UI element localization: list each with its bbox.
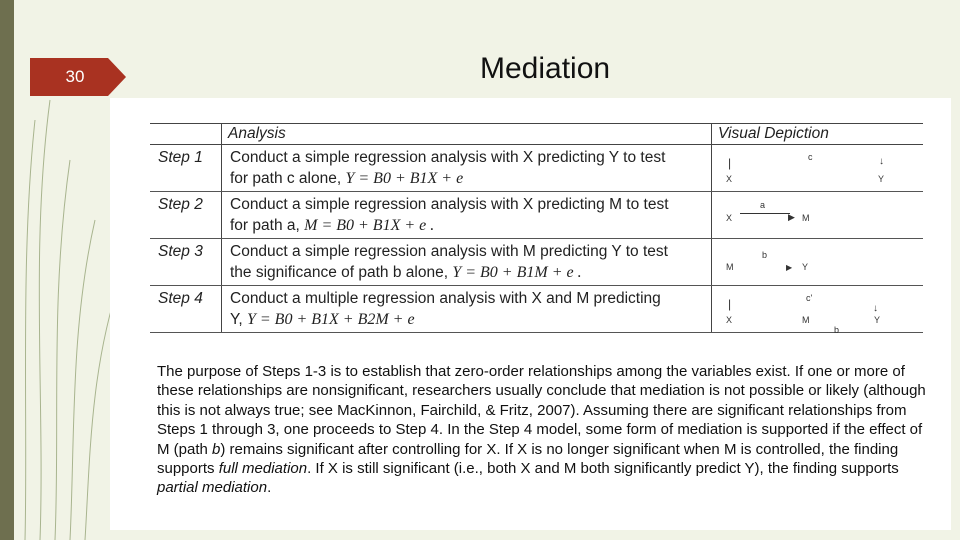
analysis-line2: for path a, — [230, 217, 300, 234]
mediation-steps-table — [150, 123, 923, 333]
node-y: Y — [874, 315, 881, 325]
path-diagram — [712, 239, 923, 283]
equation: Y = B0 + B1X + e — [345, 170, 464, 187]
para-text-4: . — [267, 479, 272, 497]
table-row — [150, 145, 923, 192]
para-full-mediation: full mediation — [218, 460, 308, 478]
path-diagram — [712, 192, 923, 236]
step-label: Step 2 — [150, 192, 222, 239]
analysis-cell — [222, 286, 712, 333]
path-diagram — [712, 286, 923, 335]
node-m: M — [726, 262, 734, 272]
slide-number: 30 — [65, 67, 85, 86]
arrow-down-icon: ↓ — [879, 156, 884, 167]
node-y: Y — [802, 262, 809, 272]
step-label: Step 4 — [150, 286, 222, 333]
para-text-3: . If X is still significant (i.e., both X and M both significantly predict Y), the finding supports — [307, 460, 899, 478]
path-label: c — [808, 152, 813, 162]
table-row — [150, 192, 923, 239]
node-m: M — [802, 315, 810, 325]
para-partial-mediation: partial mediation — [157, 479, 268, 497]
path-label: a — [760, 200, 766, 210]
node-x: X — [726, 213, 733, 223]
path2-label: b — [834, 325, 840, 335]
arrow-down-icon: ↓ — [873, 303, 878, 314]
node-x: X — [726, 174, 733, 184]
path-diagram — [712, 145, 923, 189]
analysis-line2: Y, — [230, 311, 243, 328]
content-panel — [110, 98, 951, 530]
tick-mark: | — [728, 156, 732, 170]
table-row — [150, 239, 923, 286]
equation: Y = B0 + B1X + B2M + e — [246, 311, 415, 328]
equation: M = B0 + B1X + e . — [304, 217, 435, 234]
arrow-right-icon: ▶ — [786, 263, 793, 272]
tick-mark: | — [728, 297, 732, 311]
analysis-cell — [222, 239, 712, 286]
table-header-row — [150, 124, 923, 145]
step-label: Step 3 — [150, 239, 222, 286]
analysis-line2: for path c alone, — [230, 170, 342, 187]
slide-number-badge — [30, 58, 128, 96]
analysis-line1: Conduct a simple regression analysis with X predicting Y to test — [230, 149, 666, 166]
visual-cell — [712, 286, 924, 333]
arrow-right-icon: ▶ — [788, 212, 795, 222]
table-row — [150, 286, 923, 333]
node-m: M — [802, 213, 810, 223]
para-text-2: ) remains significant after controlling for X. If X is no longer significant when M is controlled, the finding supports — [157, 440, 899, 478]
visual-cell — [712, 192, 924, 239]
path-label: b — [762, 250, 768, 260]
visual-cell — [712, 145, 924, 192]
analysis-line2: the significance of path b alone, — [230, 264, 449, 281]
analysis-cell — [222, 145, 712, 192]
arrow-line — [740, 213, 790, 214]
visual-cell — [712, 239, 924, 286]
explanation-paragraph — [157, 362, 927, 498]
para-path-b: b — [212, 440, 221, 458]
path-label: c' — [806, 293, 813, 303]
analysis-line1: Conduct a simple regression analysis with X predicting M to test — [230, 196, 669, 213]
equation: Y = B0 + B1M + e . — [452, 264, 582, 281]
header-visual: Visual Depiction — [712, 124, 924, 145]
header-analysis: Analysis — [222, 124, 712, 145]
node-x: X — [726, 315, 733, 325]
header-step — [150, 124, 222, 145]
analysis-cell — [222, 192, 712, 239]
analysis-line1: Conduct a multiple regression analysis with X and M predicting — [230, 290, 661, 307]
para-text-1: The purpose of Steps 1-3 is to establish that zero-order relationships among the variables exist. If one or more of these relationships are nonsignificant, researchers usually conclude that mediation is not possible or likely (although this is not always true; see MacKinnon, Fairchild, & Fritz, 2007). Assuming there are significant relationships from Steps 1 through 3, one proceeds to Step 4. In the Step 4 model, some form of mediation is supported if the effect of M (path — [157, 363, 926, 458]
analysis-line1: Conduct a simple regression analysis with M predicting Y to test — [230, 243, 668, 260]
slide-title: Mediation — [480, 52, 611, 85]
step-label: Step 1 — [150, 145, 222, 192]
node-y: Y — [878, 174, 885, 184]
